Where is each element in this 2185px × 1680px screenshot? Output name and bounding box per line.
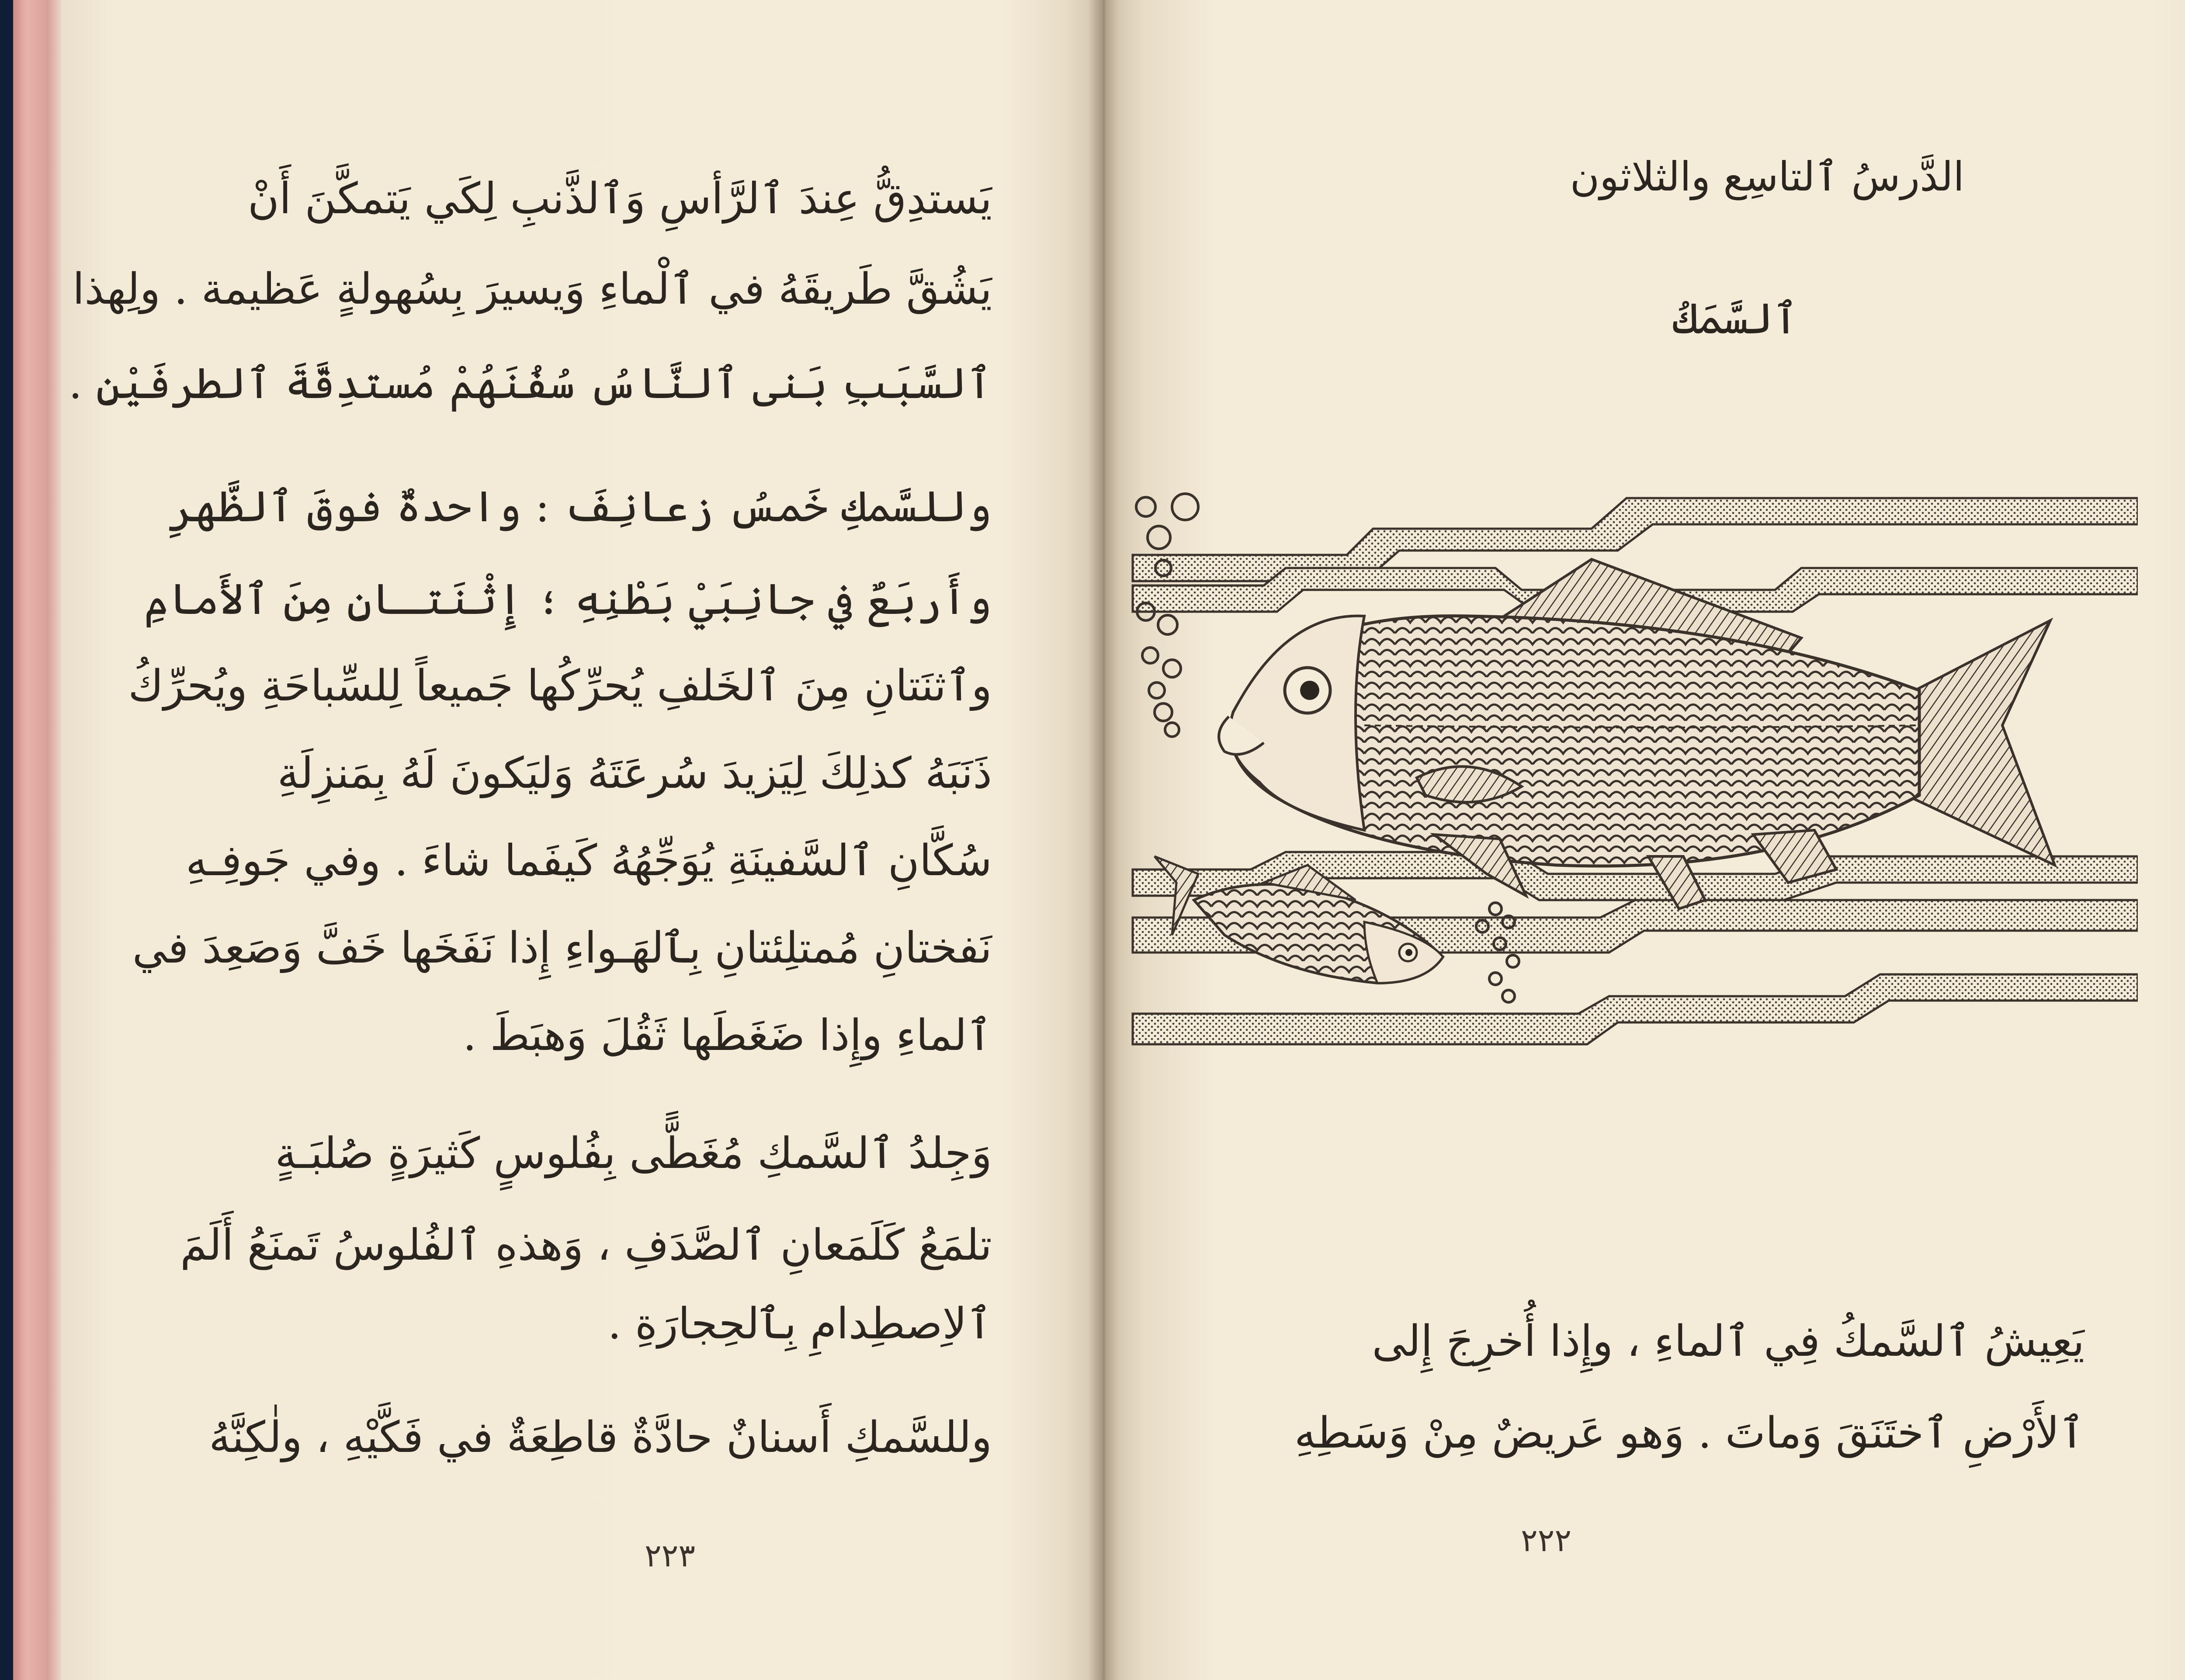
right-line-2: ٱلأَرْضِ ٱختَنَقَ وَماتَ . وَهو عَريضٌ مِنْ وَسَطِهِ [1294,1408,2084,1458]
book-gutter [1088,0,1119,1680]
left-line-13: ٱلاِصطِدامِ بِٱلحِجارَةِ . [607,1299,992,1349]
left-line-3: ٱلسَّبَبِ بَنى ٱلنَّاسُ سُفُنَهُمْ مُستدِقَّةَ ٱلطرفَيْنِ . [69,359,992,409]
water-band-bottom [1133,974,2138,1044]
left-line-6: وٱثنَتانِ مِنَ ٱلخَلفِ يُحرِّكُها جَميعاً لِلسِّباحَةِ ويُحرِّكُ [128,661,992,711]
left-page-number: ٢٢٣ [645,1537,696,1574]
left-page [61,0,1103,1680]
right-line-1: يَعِيشُ ٱلسَّمكُ فِي ٱلماءِ ، وإِذا أُخرِجَ إِلى [1372,1316,2084,1366]
fish-illustration [1120,481,2138,1075]
left-line-2: يَشُقَّ طَريقَهُ في ٱلْماءِ وَيسيرَ بِسُهولةٍ عَظيمة . ولِهذا [73,264,992,314]
left-line-8: سُكَّانِ ٱلسَّفينَةِ يُوَجِّهُهُ كَيفَما شاءَ . وفي جَوفِـهِ [186,836,992,886]
left-line-10: ٱلماءِ وإِذا ضَغَطَها ثَقُلَ وَهبَطَ . [463,1011,992,1060]
left-line-12: تلمَعُ كَلَمَعانِ ٱلصَّدَفِ ، وَهذهِ ٱلفُلوسُ تَمنَعُ أَلَمَ [180,1220,992,1270]
book-cover-edge [0,0,66,1680]
lesson-title: الدَّرسُ ٱلتاسِع والثلاثون [1570,153,1964,200]
left-line-4: وللسَّمكِ خَمسُ زعانِفَ : واحدةٌ فوقَ ٱلظَّهرِ [168,482,992,532]
left-line-14: وللسَّمكِ أَسنانٌ حادَّةٌ قاطِعَةٌ في فَكَّيْهِ ، ولٰكِنَّهُ [209,1413,992,1462]
left-line-9: نَفختانِ مُمتلِئتانِ بِٱلهَـواءِ إِذا نَفَخَها خَفَّ وَصَعِدَ في [132,923,992,973]
left-line-1: يَستدِقُّ عِندَ ٱلرَّأسِ وَٱلذَّنبِ لِكَي يَتمكَّنَ أَنْ [248,174,992,224]
right-page [1103,0,2185,1680]
left-line-7: ذَنَبَهُ كذلِكَ لِيَزيدَ سُرعَتَهُ وَليَكونَ لَهُ بِمَنزِلَةِ [277,748,992,798]
right-page-number: ٢٢٢ [1521,1522,1572,1559]
left-line-5: وأَربَعٌ في جانِبَيْ بَطْنِهِ ؛ إِثْنَتـانِ مِنَ ٱلأَمامِ [144,575,992,624]
subject-title: ٱلسَّمَكُ [1672,294,1798,344]
left-page-text [69,0,992,1680]
left-line-11: وَجِلدُ ٱلسَّمكِ مُغَطًّى بِفُلوسٍ كَثيرَةٍ صُلبَـةٍ [275,1129,992,1178]
